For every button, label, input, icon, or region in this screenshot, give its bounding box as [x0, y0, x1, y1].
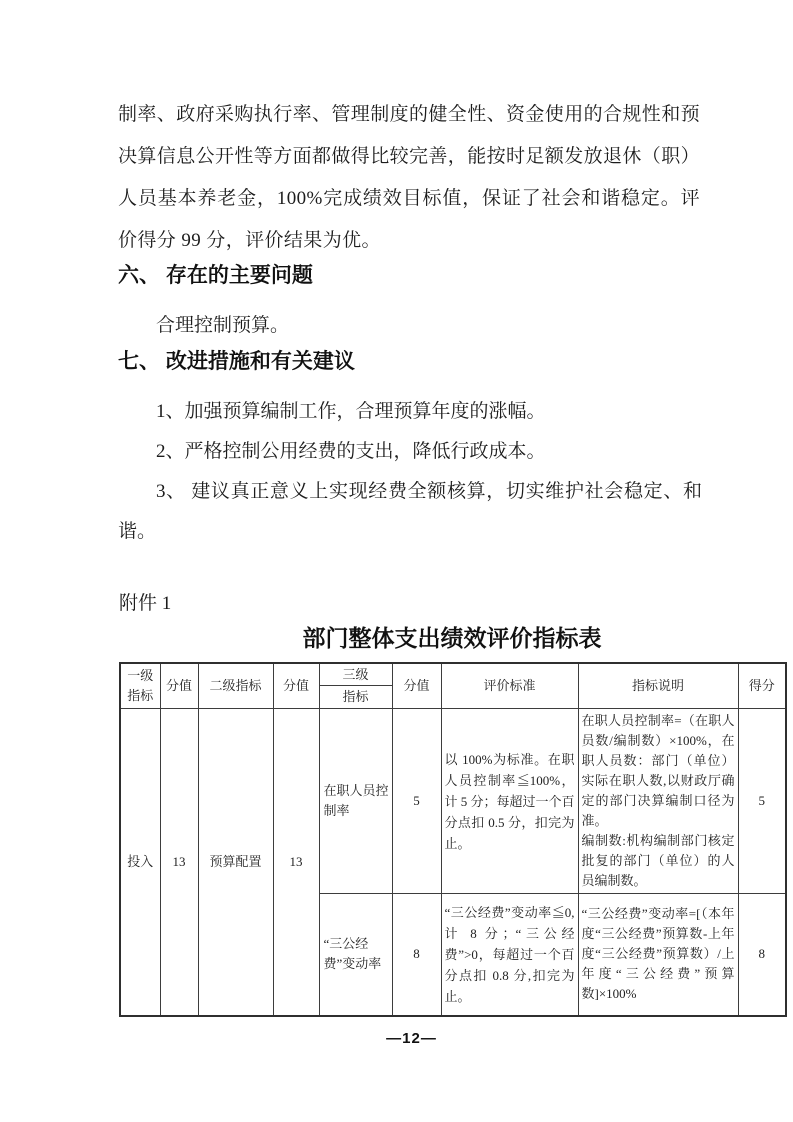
- intro-paragraph: 制率、政府采购执行率、管理制度的健全性、资金使用的合规性和预决算信息公开性等方面都做得比较完善，能按时足额发放退休（职）人员基本养老金，100%完成绩效目标值，保证了社会和谐稳定。评价得分 99 分，评价结果为优。: [118, 104, 701, 251]
- cell-level3-indicator: 在职人员控制率: [319, 709, 392, 894]
- header-level1-indicator: 一级指标: [120, 663, 160, 709]
- header-level3-indicator: [319, 663, 392, 709]
- section7-heading: 七、 改进措施和有关建议: [118, 350, 355, 373]
- recommendation-list: [118, 392, 702, 552]
- header-score2: 分值: [273, 663, 319, 709]
- header-criteria: 评价标准: [441, 663, 578, 709]
- cell-level1-score: 13: [160, 709, 198, 1016]
- cell-level3-indicator: “三公经费”变动率: [319, 894, 392, 1016]
- cell-description: [578, 894, 738, 1016]
- page-number: —12—: [386, 1030, 437, 1047]
- cell-description: [578, 709, 738, 894]
- attachment-label: 附件 1: [119, 593, 172, 614]
- cell-criteria: “三公经费”变动率≦0,计 8 分；“三公经费”>0，每超过一个百分点扣 0.8 分,扣完为止。: [441, 894, 578, 1016]
- header-level2-indicator: 二级指标: [198, 663, 273, 709]
- cell-result: 5: [738, 709, 786, 894]
- table-row: [120, 709, 786, 894]
- recommendation-item-1: 1、加强预算编制工作，合理预算年度的涨幅。: [156, 401, 546, 422]
- cell-score: 5: [392, 709, 441, 894]
- section6-body: 合理控制预算。: [156, 315, 290, 336]
- cell-level1-indicator: 投入: [120, 709, 160, 1016]
- table-header-row: [120, 663, 786, 709]
- header-level3-top: 三级: [320, 664, 392, 686]
- header-description: 指标说明: [578, 663, 738, 709]
- header-result: 得分: [738, 663, 786, 709]
- cell-level2-score: 13: [273, 709, 319, 1016]
- description-paragraph-2: 编制数:机构编制部门核定批复的部门（单位）的人员编制数。: [581, 833, 735, 888]
- header-score1: 分值: [160, 663, 198, 709]
- recommendation-item-3: 3、 建议真正意义上实现经费全额核算，切实维护社会稳定、和谐。: [118, 481, 702, 542]
- cell-result: 8: [738, 894, 786, 1016]
- section6-heading: 六、 存在的主要问题: [118, 264, 313, 287]
- cell-score: 8: [392, 894, 441, 1016]
- header-level3-bottom: 指标: [342, 689, 369, 704]
- header-score3: 分值: [392, 663, 441, 709]
- recommendation-item-2: 2、严格控制公用经费的支出，降低行政成本。: [156, 441, 546, 462]
- table-title: 部门整体支出绩效评价指标表: [302, 625, 602, 651]
- indicator-table: [119, 662, 787, 1017]
- description-paragraph-1: “三公经费”变动率=[（本年度“三公经费”预算数-上年度“三公经费”预算数）/上年度“三公经费”预算数]×100%: [581, 906, 735, 1002]
- cell-criteria: 以 100%为标准。在职人员控制率≦100%，计 5 分；每超过一个百分点扣 0.5 分，扣完为止。: [441, 709, 578, 894]
- cell-level2-indicator: 预算配置: [198, 709, 273, 1016]
- description-paragraph-1: 在职人员控制率=（在职人员数/编制数）×100%，在职人员数：部门（单位）实际在职人数,以财政厅确定的部门决算编制口径为准。: [581, 713, 735, 828]
